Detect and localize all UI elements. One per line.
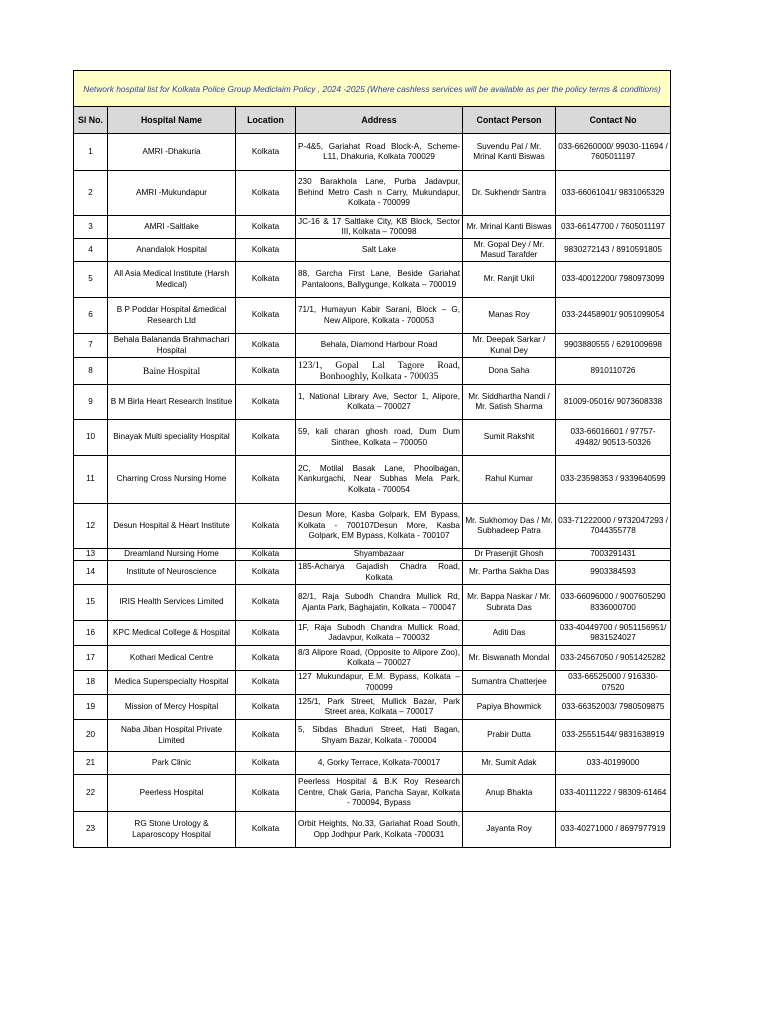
cell-contact-person: Dr. Sukhendr Santra bbox=[463, 171, 556, 216]
cell-location: Kolkata bbox=[236, 262, 296, 298]
table-row bbox=[74, 420, 671, 456]
cell-contact-person: Mr. Biswanath Mondal bbox=[463, 646, 556, 671]
page-title: Network hospital list for Kolkata Police Group Mediclaim Policy , 2024 -2025 (Where cashless services will be available as per the policy terms & conditions) bbox=[74, 71, 671, 107]
cell-address: 2C, Motilal Basak Lane, Phoolbagan, Kankurgachi, Near Subhas Mela Park, Kolkata - 700054 bbox=[296, 456, 463, 504]
table-row bbox=[74, 298, 671, 334]
cell-contact-no: 033-66147700 / 7605011197 bbox=[556, 216, 671, 239]
cell-location: Kolkata bbox=[236, 646, 296, 671]
cell-address: Orbit Heights, No.33, Gariahat Road South, Opp Jodhpur Park, Kolkata -700031 bbox=[296, 812, 463, 848]
cell-address: 125/1, Park Street, Mullick Bazar, Park Street area, Kolkata – 700017 bbox=[296, 695, 463, 720]
table-row bbox=[74, 239, 671, 262]
cell-sl-no: 12 bbox=[74, 504, 108, 549]
cell-address: Peerless Hospital & B.K Roy Research Centre, Chak Garia, Pancha Sayar, Kolkata - 700094, Bypass bbox=[296, 775, 463, 812]
cell-sl-no: 13 bbox=[74, 549, 108, 561]
cell-contact-no: 033-71222000 / 9732047293 / 7044355778 bbox=[556, 504, 671, 549]
table-row bbox=[74, 812, 671, 848]
cell-address: Shyambazaar bbox=[296, 549, 463, 561]
table-row bbox=[74, 216, 671, 239]
cell-contact-person: Mr. Partha Sakha Das bbox=[463, 561, 556, 585]
cell-sl-no: 19 bbox=[74, 695, 108, 720]
table-row bbox=[74, 262, 671, 298]
cell-address: 8/3 Alipore Road, (Opposite to Alipore Zoo), Kolkata – 700027 bbox=[296, 646, 463, 671]
cell-address: JC-16 & 17 Saltlake City, KB Block, Sector III, Kolkata – 700098 bbox=[296, 216, 463, 239]
cell-hospital-name: Naba Jiban Hospital Private Limited bbox=[108, 720, 236, 752]
cell-location: Kolkata bbox=[236, 671, 296, 695]
cell-sl-no: 16 bbox=[74, 621, 108, 646]
hospital-list-sheet bbox=[73, 70, 670, 848]
cell-contact-person: Jayanta Roy bbox=[463, 812, 556, 848]
cell-contact-person: Rahul Kumar bbox=[463, 456, 556, 504]
cell-contact-person: Mr. Bappa Naskar / Mr. Subrata Das bbox=[463, 585, 556, 621]
header-location: Location bbox=[236, 107, 296, 134]
cell-contact-person: Sumit Rakshit bbox=[463, 420, 556, 456]
cell-hospital-name: Institute of Neuroscience bbox=[108, 561, 236, 585]
cell-location: Kolkata bbox=[236, 585, 296, 621]
header-contact-no: Contact No bbox=[556, 107, 671, 134]
header-address: Address bbox=[296, 107, 463, 134]
cell-contact-no: 033-25551544/ 9831638919 bbox=[556, 720, 671, 752]
cell-hospital-name: Binayak Multi speciality Hospital bbox=[108, 420, 236, 456]
cell-contact-no: 033-66260000/ 99030-11694 / 7605011197 bbox=[556, 134, 671, 171]
cell-location: Kolkata bbox=[236, 358, 296, 385]
cell-location: Kolkata bbox=[236, 456, 296, 504]
cell-sl-no: 5 bbox=[74, 262, 108, 298]
cell-address: 127 Mukundapur, E.M. Bypass, Kolkata – 700099 bbox=[296, 671, 463, 695]
cell-contact-no: 033-66352003/ 7980509875 bbox=[556, 695, 671, 720]
cell-hospital-name: RG Stone Urology & Laparoscopy Hospital bbox=[108, 812, 236, 848]
cell-hospital-name: Kothari Medical Centre bbox=[108, 646, 236, 671]
cell-sl-no: 22 bbox=[74, 775, 108, 812]
cell-contact-person: Anup Bhakta bbox=[463, 775, 556, 812]
table-row bbox=[74, 504, 671, 549]
cell-contact-no: 033-66016601 / 97757-49482/ 90513-50326 bbox=[556, 420, 671, 456]
cell-location: Kolkata bbox=[236, 134, 296, 171]
cell-address: 1, National Library Ave, Sector 1, Alipore, Kolkata – 700027 bbox=[296, 385, 463, 420]
cell-contact-no: 81009-05016/ 9073608338 bbox=[556, 385, 671, 420]
cell-contact-no: 9903384593 bbox=[556, 561, 671, 585]
table-row bbox=[74, 171, 671, 216]
cell-sl-no: 9 bbox=[74, 385, 108, 420]
table-row bbox=[74, 549, 671, 561]
table-row bbox=[74, 134, 671, 171]
cell-contact-person: Mr. Sukhomoy Das / Mr. Subhadeep Patra bbox=[463, 504, 556, 549]
cell-address: 230 Barakhola Lane, Purba Jadavpur, Behind Metro Cash n Carry, Mukundapur, Kolkata - 700099 bbox=[296, 171, 463, 216]
cell-hospital-name: Charring Cross Nursing Home bbox=[108, 456, 236, 504]
cell-hospital-name: Anandalok Hospital bbox=[108, 239, 236, 262]
table-row bbox=[74, 671, 671, 695]
cell-contact-no: 033-23598353 / 9339640599 bbox=[556, 456, 671, 504]
cell-contact-no: 9903880555 / 6291009698 bbox=[556, 334, 671, 358]
cell-location: Kolkata bbox=[236, 812, 296, 848]
cell-hospital-name: KPC Medical College & Hospital bbox=[108, 621, 236, 646]
cell-contact-no: 033-66096000 / 9007605290 8336000700 bbox=[556, 585, 671, 621]
cell-sl-no: 3 bbox=[74, 216, 108, 239]
cell-address: 1F, Raja Subodh Chandra Mullick Road, Jadavpur, Kolkata – 700032 bbox=[296, 621, 463, 646]
table-row bbox=[74, 456, 671, 504]
cell-hospital-name: All Asia Medical Institute (Harsh Medical) bbox=[108, 262, 236, 298]
cell-contact-person: Mr. Siddhartha Nandi / Mr. Satish Sharma bbox=[463, 385, 556, 420]
cell-sl-no: 20 bbox=[74, 720, 108, 752]
cell-address: 71/1, Humayun Kabir Sarani, Block – G, New Alipore, Kolkata - 700053 bbox=[296, 298, 463, 334]
cell-address: Behala, Diamond Harbour Road bbox=[296, 334, 463, 358]
cell-hospital-name: AMRI -Mukundapur bbox=[108, 171, 236, 216]
cell-location: Kolkata bbox=[236, 298, 296, 334]
cell-location: Kolkata bbox=[236, 621, 296, 646]
cell-address: P-4&5, Gariahat Road Block-A, Scheme-L11, Dhakuria, Kolkata 700029 bbox=[296, 134, 463, 171]
cell-address: 59, kali charan ghosh road, Dum Dum Sinthee, Kolkata – 700050 bbox=[296, 420, 463, 456]
cell-hospital-name: Dreamland Nursing Home bbox=[108, 549, 236, 561]
cell-sl-no: 2 bbox=[74, 171, 108, 216]
cell-sl-no: 4 bbox=[74, 239, 108, 262]
cell-address: 88, Garcha First Lane, Beside Gariahat Pantaloons, Ballygunge, Kolkata – 700019 bbox=[296, 262, 463, 298]
cell-contact-no: 7003291431 bbox=[556, 549, 671, 561]
cell-contact-person: Sumantra Chatterjee bbox=[463, 671, 556, 695]
table-row bbox=[74, 720, 671, 752]
cell-contact-person: Mr. Gopal Dey / Mr. Masud Tarafder bbox=[463, 239, 556, 262]
cell-hospital-name: Behala Balananda Brahmachari Hospital bbox=[108, 334, 236, 358]
cell-hospital-name: Desun Hospital & Heart Institute bbox=[108, 504, 236, 549]
cell-sl-no: 15 bbox=[74, 585, 108, 621]
cell-contact-person: Mr. Sumit Adak bbox=[463, 752, 556, 775]
cell-location: Kolkata bbox=[236, 549, 296, 561]
header-hospital-name: Hospital Name bbox=[108, 107, 236, 134]
cell-contact-person: Mr. Ranjit Ukil bbox=[463, 262, 556, 298]
cell-contact-no: 033-66061041/ 9831065329 bbox=[556, 171, 671, 216]
table-row bbox=[74, 561, 671, 585]
cell-hospital-name: AMRI -Dhakuria bbox=[108, 134, 236, 171]
cell-contact-person: Dona Saha bbox=[463, 358, 556, 385]
cell-hospital-name: Baine Hospital bbox=[108, 358, 236, 385]
cell-contact-person: Papiya Bhowmick bbox=[463, 695, 556, 720]
cell-contact-no: 033-66525000 / 916330-07520 bbox=[556, 671, 671, 695]
cell-hospital-name: Medica Superspecialty Hospital bbox=[108, 671, 236, 695]
cell-sl-no: 14 bbox=[74, 561, 108, 585]
cell-sl-no: 6 bbox=[74, 298, 108, 334]
cell-contact-no: 9830272143 / 8910591805 bbox=[556, 239, 671, 262]
cell-contact-person: Aditi Das bbox=[463, 621, 556, 646]
cell-address: Salt Lake bbox=[296, 239, 463, 262]
cell-location: Kolkata bbox=[236, 239, 296, 262]
cell-contact-no: 033-40271000 / 8697977919 bbox=[556, 812, 671, 848]
cell-hospital-name: AMRI -Saltlake bbox=[108, 216, 236, 239]
cell-sl-no: 11 bbox=[74, 456, 108, 504]
cell-sl-no: 1 bbox=[74, 134, 108, 171]
cell-contact-no: 033-40111222 / 98309-61464 bbox=[556, 775, 671, 812]
cell-contact-person: Suvendu Pal / Mr. Mrinal Kanti Biswas bbox=[463, 134, 556, 171]
cell-location: Kolkata bbox=[236, 420, 296, 456]
cell-hospital-name: B P Poddar Hospital &medical Research Ltd bbox=[108, 298, 236, 334]
cell-sl-no: 21 bbox=[74, 752, 108, 775]
cell-contact-person: Prabir Dutta bbox=[463, 720, 556, 752]
cell-location: Kolkata bbox=[236, 385, 296, 420]
cell-address: 123/1, Gopal Lal Tagore Road, Bonhooghly, Kolkata - 700035 bbox=[296, 358, 463, 385]
table-row bbox=[74, 646, 671, 671]
cell-location: Kolkata bbox=[236, 720, 296, 752]
hospital-table bbox=[73, 70, 671, 848]
table-row bbox=[74, 385, 671, 420]
cell-hospital-name: Peerless Hospital bbox=[108, 775, 236, 812]
cell-location: Kolkata bbox=[236, 171, 296, 216]
cell-location: Kolkata bbox=[236, 334, 296, 358]
cell-address: 5, Sibdas Bhaduri Street, Hati Bagan, Shyam Bazar, Kolkata - 700004 bbox=[296, 720, 463, 752]
cell-contact-no: 033-40449700 / 9051156951/ 9831524027 bbox=[556, 621, 671, 646]
cell-contact-person: Mr. Mrinal Kanti Biswas bbox=[463, 216, 556, 239]
cell-sl-no: 10 bbox=[74, 420, 108, 456]
cell-contact-person: Mr. Deepak Sarkar / Kunal Dey bbox=[463, 334, 556, 358]
header-contact-person: Contact Person bbox=[463, 107, 556, 134]
cell-sl-no: 8 bbox=[74, 358, 108, 385]
cell-sl-no: 7 bbox=[74, 334, 108, 358]
cell-hospital-name: IRIS Health Services Limited bbox=[108, 585, 236, 621]
cell-location: Kolkata bbox=[236, 504, 296, 549]
table-row bbox=[74, 334, 671, 358]
table-row bbox=[74, 775, 671, 812]
table-row bbox=[74, 358, 671, 385]
cell-contact-no: 033-40012200/ 7980973099 bbox=[556, 262, 671, 298]
cell-address: 82/1, Raja Subodh Chandra Mullick Rd, Ajanta Park, Baghajatin, Kolkata – 700047 bbox=[296, 585, 463, 621]
cell-hospital-name: B M Birla Heart Research Institue bbox=[108, 385, 236, 420]
cell-hospital-name: Park Clinic bbox=[108, 752, 236, 775]
cell-contact-person: Manas Roy bbox=[463, 298, 556, 334]
cell-contact-person: Dr Prasenjit Ghosh bbox=[463, 549, 556, 561]
table-body bbox=[74, 134, 671, 848]
cell-sl-no: 23 bbox=[74, 812, 108, 848]
table-row bbox=[74, 752, 671, 775]
cell-contact-no: 033-24567050 / 9051425282 bbox=[556, 646, 671, 671]
cell-sl-no: 17 bbox=[74, 646, 108, 671]
cell-contact-no: 033-40199000 bbox=[556, 752, 671, 775]
cell-contact-no: 8910110726 bbox=[556, 358, 671, 385]
cell-location: Kolkata bbox=[236, 695, 296, 720]
header-sl-no: Sl No. bbox=[74, 107, 108, 134]
table-row bbox=[74, 621, 671, 646]
cell-hospital-name: Mission of Mercy Hospital bbox=[108, 695, 236, 720]
cell-address: Desun More, Kasba Golpark, EM Bypass, Kolkata - 700107Desun More, Kasba Golpark, EM Bypass, Kolkata - 700107 bbox=[296, 504, 463, 549]
cell-address: 185-Acharya Gajadish Chadra Road, Kolkata bbox=[296, 561, 463, 585]
table-row bbox=[74, 695, 671, 720]
cell-contact-no: 033-24458901/ 9051099054 bbox=[556, 298, 671, 334]
table-row bbox=[74, 585, 671, 621]
cell-location: Kolkata bbox=[236, 752, 296, 775]
cell-location: Kolkata bbox=[236, 216, 296, 239]
cell-location: Kolkata bbox=[236, 775, 296, 812]
cell-address: 4, Gorky Terrace, Kolkata-700017 bbox=[296, 752, 463, 775]
cell-sl-no: 18 bbox=[74, 671, 108, 695]
cell-location: Kolkata bbox=[236, 561, 296, 585]
